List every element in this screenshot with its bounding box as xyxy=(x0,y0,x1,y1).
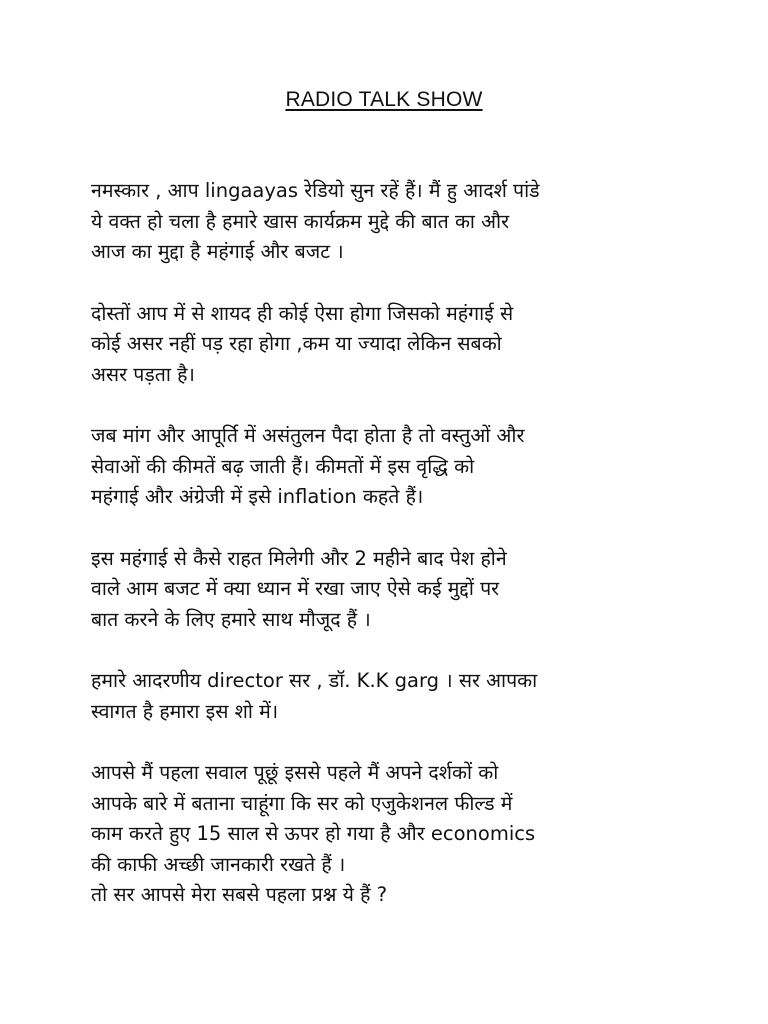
text-line: वाले आम बजट में क्या ध्यान में रखा जाए ऐसे कई मुद्दों पर xyxy=(91,577,500,600)
text-line: जब मांग और आपूर्ति में असंतुलन पैदा होता है तो वस्तुओं और xyxy=(91,424,525,447)
text-line: की काफी अच्छी जानकारी रखते हैं । xyxy=(91,852,346,876)
text-line: आज का मुद्दा है महंगाई और बजट । xyxy=(91,240,344,263)
text-line: आपसे मैं पहला सवाल पूछूं इससे पहले मैं अपने दर्शकों को xyxy=(91,761,499,784)
text-line: बात करने के लिए हमारे साथ मौजूद हैं । xyxy=(91,607,371,631)
text-line: हमारे आदरणीय director सर , डॉ. K.K garg । सर आपका xyxy=(91,669,538,692)
text-line: दोस्तों आप में से शायद ही कोई ऐसा होगा जिसको महंगाई से xyxy=(91,301,514,325)
text-line: सेवाओं की कीमतें बढ़ जाती हैं। कीमतों में इस वृद्धि को xyxy=(91,454,475,478)
paragraph-intro xyxy=(91,176,751,268)
text-line: महंगाई और अंग्रेजी में इसे inflation कहते हैं। xyxy=(91,485,424,508)
document-body xyxy=(91,176,751,942)
paragraph-first-question xyxy=(91,758,751,911)
text-line: तो सर आपसे मेरा सबसे पहला प्रश्न ये हैं ? xyxy=(91,883,388,906)
text-line: कोई असर नहीं पड़ रहा होगा ,कम या ज्यादा लेकिन सबको xyxy=(91,332,502,355)
text-line: ये वक्त हो चला है हमारे खास कार्यक्रम मुद्दे की बात का और xyxy=(91,209,510,233)
document-title: RADIO TALK SHOW xyxy=(285,88,483,111)
text-line: असर पड़ता है। xyxy=(91,362,195,386)
paragraph-inflation-definition xyxy=(91,421,751,513)
text-line: इस महंगाई से कैसे राहत मिलेगी और 2 महीने बाद पेश होने xyxy=(91,546,507,570)
paragraph-inflation-effect xyxy=(91,299,751,391)
paragraph-budget-topic xyxy=(91,544,751,636)
text-line: आपके बारे में बताना चाहूंगा कि सर को एजुकेशनल फील्ड में xyxy=(91,791,513,815)
text-line: काम करते हुए 15 साल से ऊपर हो गया है और economics xyxy=(91,822,536,845)
paragraph-guest-intro xyxy=(91,666,751,727)
text-line: नमस्कार , आप lingaayas रेडियो सुन रहें हैं। मैं हु आदर्श पांडे xyxy=(91,179,540,202)
text-line: स्वागत है हमारा इस शो में। xyxy=(91,699,279,723)
